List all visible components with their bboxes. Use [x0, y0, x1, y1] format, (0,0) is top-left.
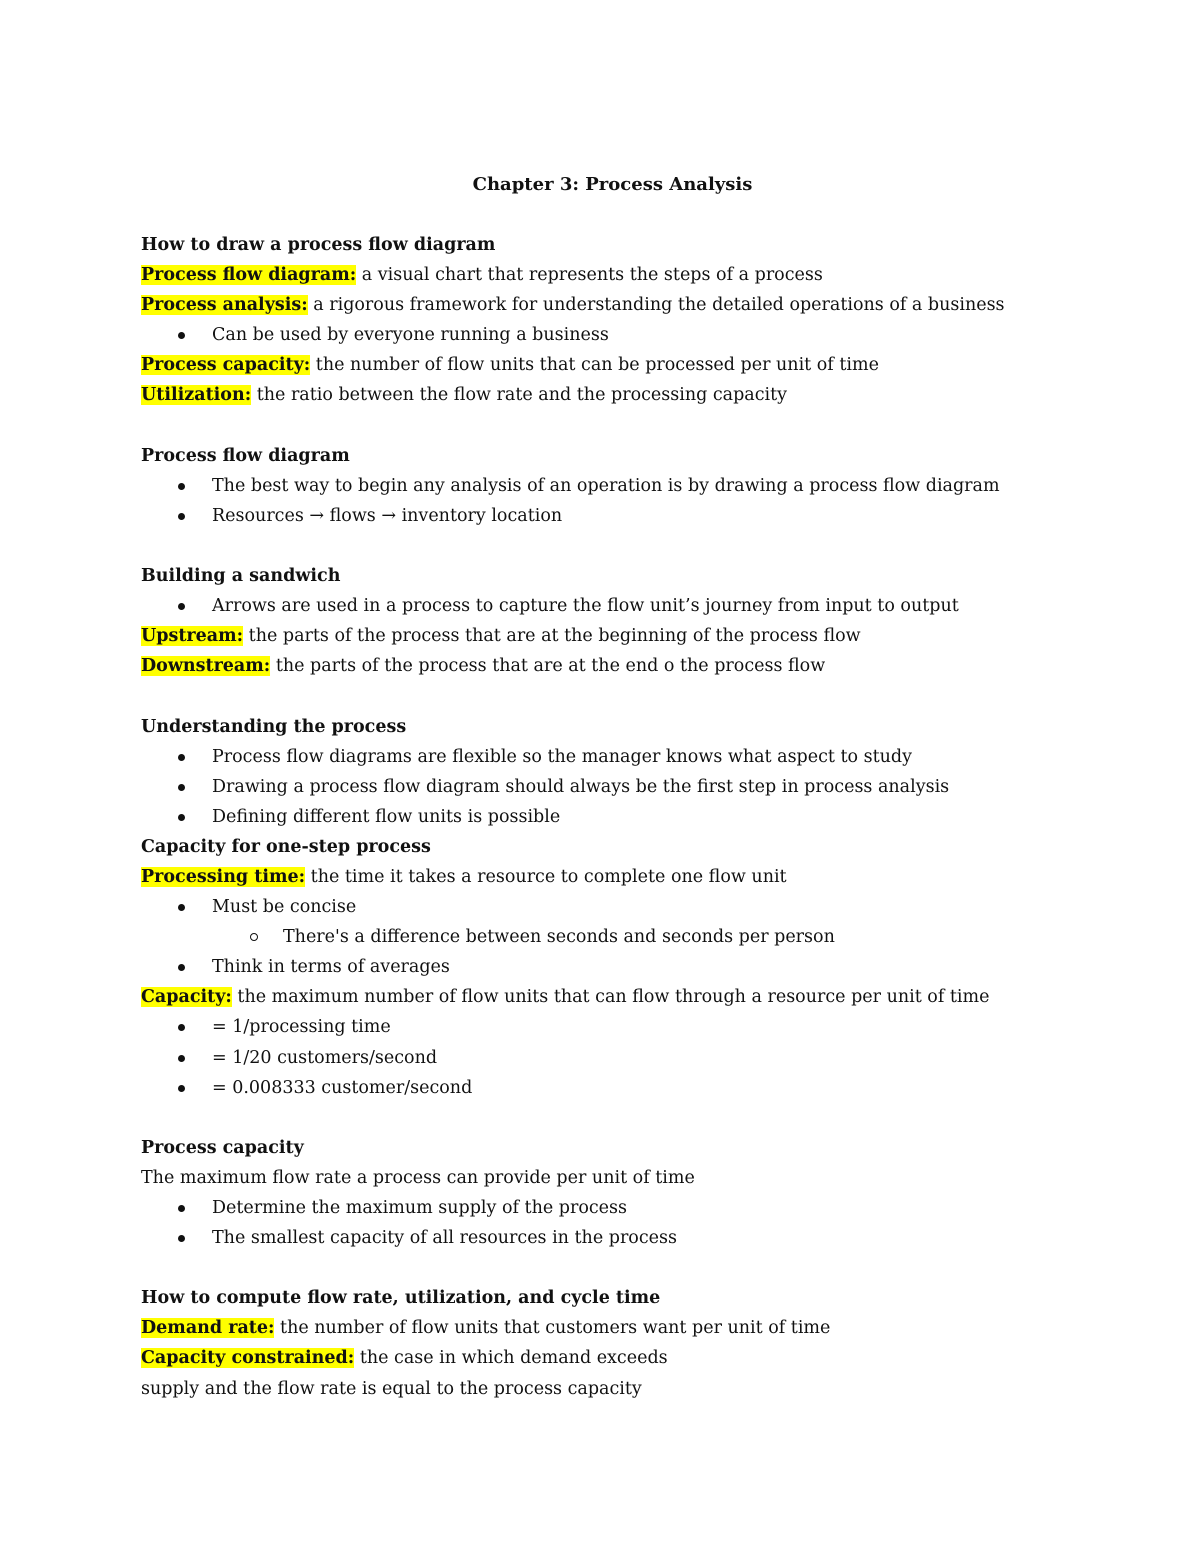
bullet-item: [141, 591, 1141, 621]
definition-text: the number of flow units that can be processed per unit of time: [310, 355, 879, 376]
definition-text: the case in which demand exceeds: [354, 1348, 668, 1369]
section-heading: Building a sandwich: [141, 566, 341, 587]
blank-line: [141, 1253, 1141, 1283]
definition-line: [141, 260, 1141, 290]
section-heading: Process flow diagram: [141, 445, 350, 466]
bullet-item: [141, 471, 1141, 501]
bullet-dot-icon: [178, 1085, 185, 1092]
bullet-dot-icon: [178, 483, 185, 490]
highlighted-term: Upstream:: [141, 626, 244, 647]
bullet-item: [141, 892, 1141, 922]
highlighted-term: Capacity:: [141, 987, 232, 1008]
bullet-text: Defining different flow units is possible: [212, 806, 561, 827]
section-heading: How to compute flow rate, utilization, and cycle time: [141, 1288, 661, 1309]
definition-line: [141, 651, 1141, 681]
bullet-text: = 1/20 customers/second: [212, 1047, 438, 1068]
highlighted-term: Demand rate:: [141, 1318, 275, 1339]
bullet-dot-icon: [178, 513, 185, 520]
bullet-text: Can be used by everyone running a business: [212, 325, 609, 346]
section-heading: Capacity for one-step process: [141, 836, 431, 857]
bullet-dot-icon: [178, 904, 185, 911]
blank-line: [141, 531, 1141, 561]
bullet-text: Resources → flows → inventory location: [212, 505, 563, 526]
bullet-dot-icon: [178, 332, 185, 339]
document-body: [141, 230, 1141, 1404]
definition-text: the ratio between the flow rate and the processing capacity: [251, 385, 788, 406]
bullet-item: [141, 802, 1141, 832]
section-heading: Process capacity: [141, 1137, 304, 1158]
section-heading: Understanding the process: [141, 716, 407, 737]
bullet-text: The best way to begin any analysis of an operation is by drawing a process flow diagram: [212, 475, 1000, 496]
definition-text: the time it takes a resource to complete one flow unit: [305, 866, 787, 887]
bullet-dot-icon: [178, 1055, 185, 1062]
bullet-item: [141, 742, 1141, 772]
definition-text: the maximum number of flow units that can flow through a resource per unit of time: [231, 987, 990, 1008]
definition-line: [141, 350, 1141, 380]
definition-line: [141, 290, 1141, 320]
bullet-item: [141, 1012, 1141, 1042]
bullet-item: [141, 1193, 1141, 1223]
bullet-text: = 0.008333 customer/second: [212, 1077, 473, 1098]
highlighted-term: Downstream:: [141, 656, 271, 677]
highlighted-term: Process flow diagram:: [141, 265, 357, 286]
bullet-dot-icon: [178, 964, 185, 971]
bullet-text: Arrows are used in a process to capture the flow unit’s journey from input to output: [212, 596, 959, 617]
definition-line: [141, 1343, 1141, 1373]
bullet-dot-icon: [178, 814, 185, 821]
bullet-dot-icon: [178, 784, 185, 791]
highlighted-term: Processing time:: [141, 866, 306, 887]
bullet-dot-icon: [178, 1024, 185, 1031]
bullet-dot-icon: [178, 1205, 185, 1212]
bullet-item: [141, 772, 1141, 802]
highlighted-term: Capacity constrained:: [141, 1348, 355, 1369]
sub-bullet-text: There's a difference between seconds and seconds per person: [283, 927, 835, 948]
bullet-item: [141, 1043, 1141, 1073]
paragraph-line: The maximum flow rate a process can provide per unit of time: [141, 1167, 695, 1188]
paragraph-line: supply and the flow rate is equal to the process capacity: [141, 1378, 642, 1399]
bullet-dot-icon: [178, 603, 185, 610]
bullet-text: Think in terms of averages: [212, 957, 450, 978]
bullet-dot-icon: [178, 754, 185, 761]
highlighted-term: Process analysis:: [141, 295, 308, 316]
bullet-item: [141, 952, 1141, 982]
definition-line: [141, 621, 1141, 651]
bullet-text: Process flow diagrams are flexible so the manager knows what aspect to study: [212, 746, 913, 767]
definition-text: the parts of the process that are at the end o the process flow: [270, 656, 826, 677]
definition-line: [141, 1313, 1141, 1343]
definition-line: [141, 862, 1141, 892]
definition-text: a visual chart that represents the steps of a process: [356, 265, 823, 286]
highlighted-term: Process capacity:: [141, 355, 311, 376]
definition-text: the number of flow units that customers want per unit of time: [274, 1318, 831, 1339]
bullet-item: [141, 1073, 1141, 1103]
definition-line: [141, 982, 1141, 1012]
bullet-item: [141, 501, 1141, 531]
bullet-dot-icon: [178, 1235, 185, 1242]
highlighted-term: Utilization:: [141, 385, 252, 406]
hollow-bullet-icon: [250, 933, 258, 941]
definition-text: the parts of the process that are at the beginning of the process flow: [243, 626, 861, 647]
section-heading: How to draw a process flow diagram: [141, 235, 496, 255]
blank-line: [141, 411, 1141, 441]
bullet-text: Must be concise: [212, 897, 357, 918]
bullet-text: The smallest capacity of all resources in the process: [212, 1228, 677, 1249]
blank-line: [141, 1103, 1141, 1133]
sub-bullet-item: [141, 922, 1141, 952]
page-title: Chapter 3: Process Analysis: [472, 174, 753, 195]
bullet-text: Determine the maximum supply of the process: [212, 1198, 627, 1218]
bullet-text: Drawing a process flow diagram should always be the first step in process analysis: [212, 776, 950, 797]
bullet-text: = 1/processing time: [212, 1017, 391, 1038]
definition-line: [141, 380, 1141, 410]
blank-line: [141, 681, 1141, 711]
definition-text: a rigorous framework for understanding the detailed operations of a business: [307, 295, 1005, 316]
bullet-item: [141, 320, 1141, 350]
bullet-item: [141, 1223, 1141, 1253]
